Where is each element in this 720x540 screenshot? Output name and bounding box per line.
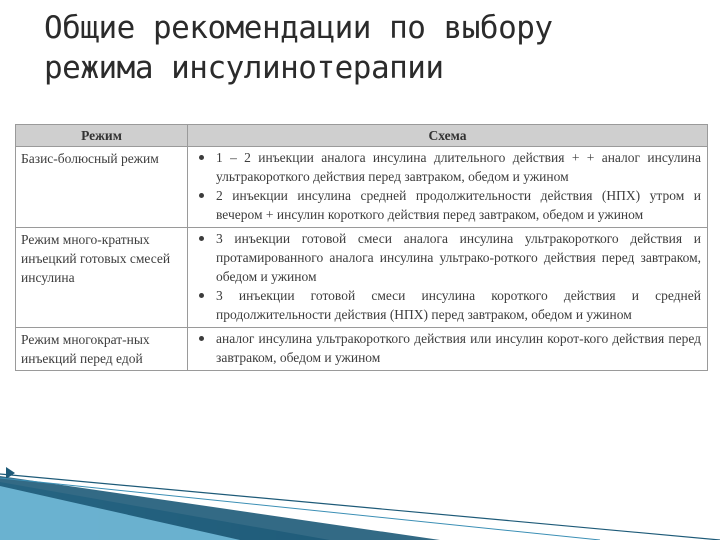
decorative-swoosh <box>0 440 720 540</box>
scheme-item: аналог инсулина ультракороткого действия или инсулин корот-кого действия перед завтраком, обедом и ужином <box>216 331 701 365</box>
scheme-item: 3 инъекции готовой смеси инсулина короткого действия и средней продолжительности действия (НПХ) перед завтраком, обедом и ужином <box>216 288 701 322</box>
title-line-1: Общие рекомендации по выбору <box>44 10 553 46</box>
recommendations-table <box>15 124 708 371</box>
mode-cell: Режим много-кратных инъецкий готовых смесей инсулина <box>16 228 188 328</box>
table-row <box>16 147 708 228</box>
scheme-cell <box>188 328 708 371</box>
table-header-row <box>16 125 708 147</box>
mode-cell: Базис-болюсный режим <box>16 147 188 228</box>
mode-cell: Режим многократ-ных инъекций перед едой <box>16 328 188 371</box>
scheme-item: 2 инъекции инсулина средней продолжительности действия (НПХ) утром и вечером + инсулин короткого действия перед завтраком, обедом и ужином <box>216 188 701 222</box>
slide-title <box>44 8 684 88</box>
scheme-cell <box>188 228 708 328</box>
header-scheme: Схема <box>188 125 708 147</box>
scheme-cell <box>188 147 708 228</box>
scheme-item: 3 инъекции готовой смеси аналога инсулина ультракороткого действия и протамированного аналога инсулина ультрако-роткого действия перед завтраком, обедом и ужином <box>216 231 701 284</box>
header-mode: Режим <box>16 125 188 147</box>
table-row <box>16 328 708 371</box>
title-line-2: режима инсулинотерапии <box>44 50 444 86</box>
table-row <box>16 228 708 328</box>
scheme-item: 1 – 2 инъекции аналога инсулина длительного действия + + аналог инсулина ультракороткого действия перед завтраком, обедом и ужином <box>216 150 701 184</box>
